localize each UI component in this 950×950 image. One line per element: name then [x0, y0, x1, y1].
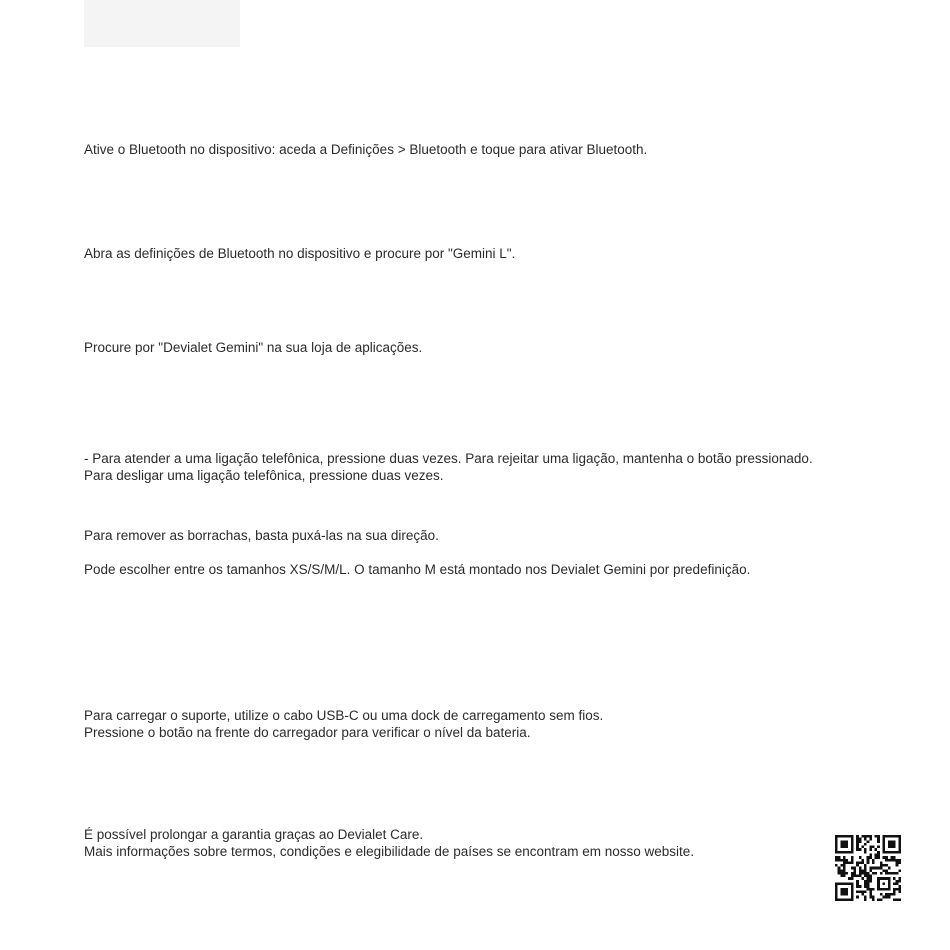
charging-text-line-1: Para carregar o suporte, utilize o cabo USB-C ou uma dock de carregamento sem fios.	[84, 708, 604, 723]
warranty-text-line-1: É possível prolongar a garantia graças ao Devialet Care.	[84, 827, 424, 842]
bluetooth-search-instruction	[84, 245, 874, 262]
warranty-text-line-2: Mais informações sobre termos, condições e elegibilidade de países se encontram em nosso website.	[84, 844, 695, 859]
calls-text-line-2: Para desligar uma ligação telefônica, pressione duas vezes.	[84, 468, 444, 483]
calls-instruction	[84, 450, 874, 484]
bluetooth-enable-instruction	[84, 141, 874, 158]
app-search-instruction	[84, 339, 874, 356]
ear-tips-sizes-text: Pode escolher entre os tamanhos XS/S/M/L. O tamanho M está montado nos Devialet Gemini por predefinição.	[84, 562, 751, 577]
ear-tips-remove-instruction	[84, 527, 874, 544]
bluetooth-search-text: Abra as definições de Bluetooth no dispositivo e procure por "Gemini L".	[84, 246, 516, 261]
qr-code-icon[interactable]	[835, 835, 901, 901]
ear-tips-remove-text: Para remover as borrachas, basta puxá-las na sua direção.	[84, 528, 439, 543]
header-image-placeholder	[84, 0, 240, 47]
calls-text-line-1: - Para atender a uma ligação telefônica, pressione duas vezes. Para rejeitar uma ligação, mantenha o botão pressionado.	[84, 451, 813, 466]
warranty-instruction	[84, 826, 874, 860]
charging-text-line-2: Pressione o botão na frente do carregador para verificar o nível da bateria.	[84, 725, 531, 740]
ear-tips-sizes-instruction	[84, 561, 874, 578]
app-search-text: Procure por "Devialet Gemini" na sua loja de aplicações.	[84, 340, 423, 355]
bluetooth-enable-text: Ative o Bluetooth no dispositivo: aceda a Definições > Bluetooth e toque para ativar Bluetooth.	[84, 142, 648, 157]
charging-instruction	[84, 707, 874, 741]
